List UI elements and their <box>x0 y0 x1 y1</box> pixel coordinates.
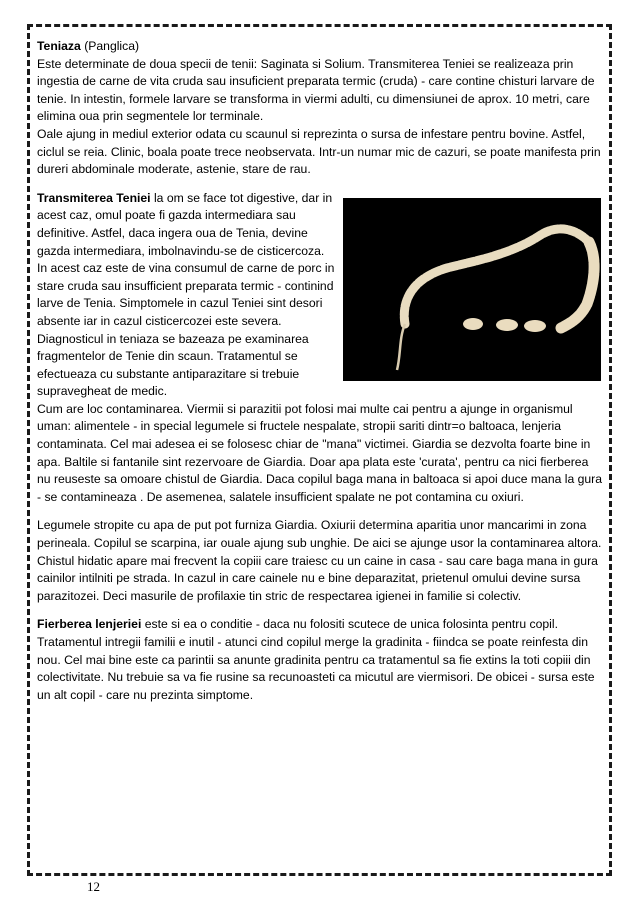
tapeworm-illustration <box>343 198 601 381</box>
paragraph-lenjerie <box>37 616 605 704</box>
paragraph-contaminare: Cum are loc contaminarea. Viermii si parazitii pot folosi mai multe cai pentru a ajunge in organismul uman: alimentele - in special legumele si fructele nespalate, stropii sariti dintr=o baltoaca, lenjeria contaminata. Cel mai adesea ei se folosesc chiar de "mana" victimei. Giardia se dezvolta foarte bine in apa. Baltile si fantanile sint rezervoare de Giardia. Doar apa plata este 'curata', pentru ca nici fierberea nu reuseste sa omoare chistul de Giardia. Daca copilul baga mana in baltoaca si apoi duce mana la gura - se contamineaza . De asemenea, salatele insufficient spalate ne pot contamina cu oxiuri. <box>37 401 603 504</box>
paragraph-teniaza <box>37 38 605 56</box>
paragraph-legume: Legumele stropite cu apa de put pot furniza Giardia. Oxiurii determina aparitia unor mancarimi in zona perineala. Copilul se scarpina, iar ouale ajung sub unghie. De aici se ajunge usor la contaminarea altora. Chistul hidatic apare mai frecvent la copiii care traiesc cu un caine in casa - sau care baga mana in gura cainilor intilniti pe strada. In cazul in care cainele nu e bine deparazitat, prietenul omului devine sursa parazitozei. Deci masurile de profilaxie tin stric de respectarea igienei in familie si colectiv. <box>37 518 602 603</box>
page-number: 12 <box>87 879 100 894</box>
heading-teniaza: Teniaza <box>37 39 81 53</box>
paragraph-transmitere-body: la om se face tot digestive, dar in acest caz, omul poate fi gazda intermediara sau definitive. Astfel, daca ingera oua de Tenia, devine gazda intermediara, imbolnavindu-se de cisticercoza. In acest caz este de vina consumul de carne de porc in stare cruda sau insufficient preparata termic - continind larve de Tenia. Simptomele in cazul Teniei sint desori absente iar in cazul cisticercozei este severa. Diagnosticul in teniaza se bazeaza pe examinarea fragmentelor de Tenie din scaun. Tratamentul se efectueaza cu substante antiparazitare si trebuie supravegheat de medic. <box>37 190 335 399</box>
tapeworm-photo <box>343 198 601 381</box>
heading-lenjerie: Fierberea lenjeriei <box>37 617 142 632</box>
heading-transmitere: Transmiterea Teniei <box>37 190 151 205</box>
document-body <box>37 38 605 704</box>
heading-note: (Panglica) <box>80 39 140 53</box>
paragraph-teniaza-body-2: Oale ajung in mediul exterior odata cu scaunul si reprezinta o sursa de infestare pentru bovine. Astfel, ciclul se reia. Clinic, boala poate trece neobservata. Intr-un numar mic de cazuri, se poate manifesta prin dureri abdominale moderate, astenie, stare de rau. <box>37 126 601 177</box>
paragraph-lenjerie-body: este si ea o conditie - daca nu folositi scutece de unica folosinta pentru copil. Tratamentul intregii familii e inutil - atunci cind copilul merge la gradinita - fiindca se poate reinfesta din nou. Cel mai bine este ca parintii sa anunte gradinita pentru ca tratamentul sa fie extins la toti copiii din colectivitate. Nu trebuie sa va fie rusine sa recunoasteti ca micutul are viermisori. De obicei - sursa este un alt copil - care nu prezinta simptome. <box>37 617 595 702</box>
paragraph-teniaza-body: Este determinate de doua specii de tenii: Saginata si Solium. Transmiterea Teniei se realizeaza prin ingestia de carne de vita cruda sau insuficient preparata termic (cruda) - care contine chisturi larvare de tenie. In intestin, formele larvare se transforma in viermi adulti, cu dimensiunei de aprox. 10 metri, care elimina oua prin segmentele lor terminale. <box>37 56 595 124</box>
